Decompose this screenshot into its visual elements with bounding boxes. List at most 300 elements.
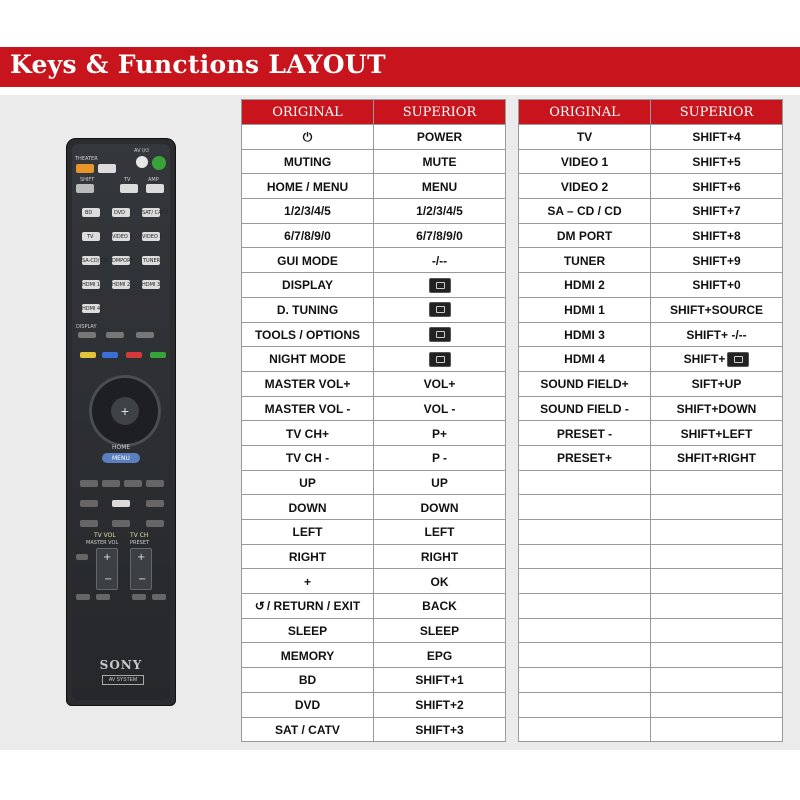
cell-text: VOL - xyxy=(423,401,456,416)
table-body-right xyxy=(519,125,783,742)
table-row xyxy=(519,297,783,322)
wide-button xyxy=(96,594,110,600)
table-row xyxy=(242,371,506,396)
cell-original xyxy=(519,668,651,693)
cell-text: SHIFT+4 xyxy=(692,130,741,145)
table-row xyxy=(242,297,506,322)
sacd-button: SA-CD/ CD xyxy=(82,258,109,264)
muting-button xyxy=(76,554,88,560)
cell-text: SHIFT+5 xyxy=(692,154,741,169)
cell-original xyxy=(242,199,374,224)
table-row xyxy=(519,495,783,520)
cell-text: BD xyxy=(298,673,317,688)
tv-button xyxy=(120,184,138,193)
cell-text: SLEEP xyxy=(419,624,460,638)
remote-label-av: AV I/⏻ xyxy=(134,148,150,154)
remote-label-theater: THEATER xyxy=(75,156,98,162)
remote-label-home: HOME xyxy=(112,444,131,451)
cell-superior xyxy=(651,199,783,224)
rew-button xyxy=(102,480,120,487)
cell-original xyxy=(242,692,374,717)
tuning-minus-button xyxy=(80,500,98,507)
cell-text: GUI MODE xyxy=(277,253,338,268)
cell-text: LEFT xyxy=(292,525,323,540)
cell-superior xyxy=(374,618,506,643)
cell-original xyxy=(242,174,374,199)
cell-original xyxy=(242,643,374,668)
sound-field-button xyxy=(136,332,154,338)
cell-superior xyxy=(651,396,783,421)
table-row xyxy=(242,643,506,668)
blue-button xyxy=(102,352,118,358)
cell-original xyxy=(242,445,374,470)
channel-rocker: + − xyxy=(130,548,152,590)
cell-original xyxy=(242,520,374,545)
cell-original xyxy=(242,717,374,742)
remote-label-mastervol: MASTER VOL xyxy=(86,540,119,546)
remote-control-image xyxy=(66,138,176,706)
cell-original xyxy=(242,421,374,446)
cell-original xyxy=(519,643,651,668)
cell-superior xyxy=(651,248,783,273)
cell-superior xyxy=(374,421,506,446)
cell-text: SHIFT+1 xyxy=(415,673,464,688)
cell-text: EPG xyxy=(426,648,453,663)
cell-superior xyxy=(651,544,783,569)
cell-superior xyxy=(374,223,506,248)
cell-superior xyxy=(374,495,506,520)
remote-label-amp: AMP xyxy=(148,177,159,183)
cell-superior xyxy=(374,692,506,717)
dvd-button: DVD xyxy=(112,208,130,217)
remote-label-tv: TV xyxy=(124,177,131,183)
cell-text: DISPLAY xyxy=(282,278,333,293)
cell-text: SHIFT+2 xyxy=(415,698,464,713)
table-row xyxy=(242,322,506,347)
table-row xyxy=(519,199,783,224)
cell-text: TV xyxy=(576,130,593,145)
cell-text: OK xyxy=(430,574,449,589)
table-row xyxy=(242,594,506,619)
table-row xyxy=(242,569,506,594)
table-row xyxy=(242,445,506,470)
cell-superior xyxy=(651,421,783,446)
cell-text: RIGHT xyxy=(288,549,327,564)
screen-key-icon xyxy=(727,352,749,367)
cell-original xyxy=(242,371,374,396)
cell-superior xyxy=(651,618,783,643)
video2-button: VIDEO 2 xyxy=(142,234,163,240)
cell-superior xyxy=(374,149,506,174)
cell-text: SAT / CATV xyxy=(275,722,340,737)
cell-superior xyxy=(651,223,783,248)
tuner-button: TUNER xyxy=(143,258,161,264)
ff-button xyxy=(124,480,142,487)
cell-original xyxy=(242,618,374,643)
cell-superior xyxy=(374,125,506,150)
remote-label-tvch: TV CH xyxy=(130,532,149,539)
volume-rocker: + − xyxy=(96,548,118,590)
table-row xyxy=(242,125,506,150)
cell-superior xyxy=(651,495,783,520)
shift-button xyxy=(76,184,94,193)
cell-text: 1/2/3/4/5 xyxy=(284,204,331,219)
cell-text: SHIFT+8 xyxy=(692,229,741,243)
cell-superior xyxy=(374,594,506,619)
keys-table-left xyxy=(241,99,506,742)
cell-text: TV CH+ xyxy=(285,426,329,441)
page-title: Keys & Functions LAYOUT xyxy=(10,50,386,79)
cell-superior xyxy=(651,470,783,495)
table-row xyxy=(242,396,506,421)
cell-original xyxy=(242,668,374,693)
cell-text: SHFIT+RIGHT xyxy=(676,451,756,466)
hdmi4-button: HDMI 4 xyxy=(82,306,101,312)
cell-original xyxy=(242,594,374,619)
menu-button: MENU xyxy=(102,453,140,463)
cell-original xyxy=(242,569,374,594)
cell-text: SHIFT+3 xyxy=(415,722,464,737)
table-row xyxy=(519,371,783,396)
dpad-center: + xyxy=(111,397,139,425)
table-row xyxy=(242,174,506,199)
red-button xyxy=(126,352,142,358)
cell-original xyxy=(519,470,651,495)
dtuning-button xyxy=(106,332,124,338)
cell-text: SLEEP xyxy=(287,624,328,638)
cell-original xyxy=(519,199,651,224)
cell-text: -/-- xyxy=(431,253,448,268)
table-row xyxy=(242,520,506,545)
cell-superior xyxy=(651,692,783,717)
cell-superior xyxy=(651,297,783,322)
cell-original xyxy=(519,421,651,446)
table-row xyxy=(519,470,783,495)
table-row xyxy=(242,421,506,446)
cell-text: PRESET - xyxy=(556,426,613,441)
return-icon: ↺ xyxy=(254,599,265,614)
cell-text: MUTING xyxy=(283,154,332,169)
cell-text: SIFT+UP xyxy=(691,377,742,392)
table-row xyxy=(519,520,783,545)
cell-superior xyxy=(374,174,506,199)
table-row xyxy=(519,445,783,470)
cell-text: LEFT xyxy=(424,525,455,540)
cell-superior xyxy=(374,273,506,298)
cell-original xyxy=(519,297,651,322)
sony-logo: SONY xyxy=(99,658,143,672)
cell-text: MENU xyxy=(421,179,458,194)
table-row xyxy=(242,544,506,569)
cell-superior xyxy=(374,445,506,470)
cell-superior xyxy=(651,371,783,396)
cell-original xyxy=(519,717,651,742)
cell-text: HDMI 1 xyxy=(564,303,605,318)
table-row xyxy=(242,149,506,174)
table-row xyxy=(519,421,783,446)
cell-superior xyxy=(374,322,506,347)
cell-superior xyxy=(374,470,506,495)
cell-text: + xyxy=(303,574,311,589)
cell-superior xyxy=(374,248,506,273)
display-button xyxy=(78,332,96,338)
cell-text: VIDEO 1 xyxy=(560,154,609,169)
table-row xyxy=(519,643,783,668)
table-row xyxy=(519,248,783,273)
cell-text: HDMI 3 xyxy=(564,327,605,342)
cell-superior xyxy=(374,643,506,668)
table-row xyxy=(242,199,506,224)
cell-text: SHIFT+SOURCE xyxy=(669,303,763,318)
screen-key-icon xyxy=(429,352,451,367)
amp-button xyxy=(146,184,164,193)
cell-superior xyxy=(374,569,506,594)
cell-original xyxy=(242,125,374,150)
cell-text: SOUND FIELD+ xyxy=(540,377,629,392)
cell-superior xyxy=(374,544,506,569)
cell-original xyxy=(519,322,651,347)
table-row xyxy=(242,692,506,717)
table-row xyxy=(519,544,783,569)
table-row xyxy=(519,273,783,298)
cell-text: SHIFT+6 xyxy=(692,179,741,194)
cell-text: SOUND FIELD - xyxy=(540,401,629,416)
cell-original xyxy=(519,125,651,150)
cell-original xyxy=(519,371,651,396)
cell-text: MEMORY xyxy=(280,648,335,663)
av-power-button xyxy=(136,156,148,168)
bd-button: BD xyxy=(82,208,100,217)
hdmi3-button: HDMI 3 xyxy=(142,282,161,288)
cell-superior xyxy=(374,199,506,224)
cell-text: DOWN xyxy=(288,500,327,515)
cell-text: MUTE xyxy=(422,154,457,169)
remote-label-preset: PRESET xyxy=(130,540,150,546)
cell-superior xyxy=(374,717,506,742)
yellow-button xyxy=(80,352,96,358)
table-row xyxy=(242,470,506,495)
cell-superior xyxy=(651,174,783,199)
av-system-label: AV SYSTEM xyxy=(102,675,144,685)
cell-original xyxy=(519,594,651,619)
table-row xyxy=(242,248,506,273)
cell-text: 6/7/8/9/0 xyxy=(416,229,463,243)
cell-text: UP xyxy=(431,475,448,490)
remote-button xyxy=(98,164,116,173)
cell-superior xyxy=(374,371,506,396)
theater-button xyxy=(76,164,94,173)
tuning-plus-button xyxy=(146,500,164,507)
table-row xyxy=(242,347,506,372)
play-button xyxy=(112,500,130,507)
stereo-button xyxy=(146,520,164,527)
cell-text: / RETURN / EXIT xyxy=(266,599,361,614)
cell-superior xyxy=(374,297,506,322)
column-header-superior: SUPERIOR xyxy=(651,100,783,125)
cell-original xyxy=(519,347,651,372)
cell-original xyxy=(242,544,374,569)
remote-label-display: DISPLAY xyxy=(76,324,97,330)
table-row xyxy=(242,495,506,520)
cell-original xyxy=(242,396,374,421)
cell-text: NIGHT MODE xyxy=(269,352,346,367)
cell-superior xyxy=(651,643,783,668)
table-row xyxy=(519,223,783,248)
cell-text: DVD xyxy=(294,698,321,713)
cell-text: SHIFT+ xyxy=(683,352,726,367)
table-row xyxy=(519,396,783,421)
next-button xyxy=(146,480,164,487)
video1-button: VIDEO 1 xyxy=(112,234,133,240)
cell-text: VIDEO 2 xyxy=(560,179,609,194)
cell-original xyxy=(242,248,374,273)
cell-superior xyxy=(651,273,783,298)
cell-superior xyxy=(651,347,783,372)
cell-superior xyxy=(651,569,783,594)
table-row xyxy=(242,668,506,693)
column-header-original: ORIGINAL xyxy=(242,100,374,125)
dpad xyxy=(89,375,161,447)
table-row xyxy=(242,223,506,248)
cell-superior xyxy=(651,520,783,545)
column-header-original: ORIGINAL xyxy=(519,100,651,125)
cell-text: D. TUNING xyxy=(276,303,339,318)
cell-text: TV CH - xyxy=(285,451,330,466)
table-header-row xyxy=(519,100,783,125)
cell-superior xyxy=(374,520,506,545)
tv-input-small-button xyxy=(76,594,90,600)
cell-superior xyxy=(374,668,506,693)
hdmi2-button: HDMI 2 xyxy=(112,282,131,288)
cell-original xyxy=(519,618,651,643)
table-row xyxy=(519,174,783,199)
cell-superior xyxy=(651,149,783,174)
cell-text: DM PORT xyxy=(556,229,613,243)
tv-input-button: TV xyxy=(82,232,100,241)
f1-button xyxy=(132,594,146,600)
cell-text: VOL+ xyxy=(423,377,456,392)
cell-text: SHIFT+DOWN xyxy=(676,401,757,416)
cell-superior xyxy=(651,594,783,619)
cell-superior xyxy=(651,445,783,470)
disc-skip-button xyxy=(80,520,98,527)
cell-original xyxy=(242,347,374,372)
cell-text: HDMI 2 xyxy=(564,278,605,293)
power-button xyxy=(152,156,166,170)
cell-text: SHIFT+7 xyxy=(692,204,741,219)
table-row xyxy=(519,668,783,693)
cell-text: P+ xyxy=(431,426,447,441)
cell-text: HOME / MENU xyxy=(266,179,349,194)
cell-text: MASTER VOL+ xyxy=(264,377,351,392)
screen-key-icon xyxy=(429,278,451,293)
cell-original xyxy=(519,248,651,273)
table-row xyxy=(519,594,783,619)
column-header-superior: SUPERIOR xyxy=(374,100,506,125)
cell-text: UP xyxy=(299,475,316,490)
cell-text: ⏻ xyxy=(302,129,313,144)
table-body-left xyxy=(242,125,506,742)
cell-text: TUNER xyxy=(563,253,606,268)
cell-original xyxy=(519,223,651,248)
cell-superior xyxy=(651,717,783,742)
remote-label-tvvol: TV VOL xyxy=(94,532,116,539)
cell-original xyxy=(519,692,651,717)
table-row xyxy=(519,692,783,717)
cell-superior xyxy=(374,347,506,372)
cell-original xyxy=(519,149,651,174)
cell-original xyxy=(242,223,374,248)
cell-original xyxy=(519,445,651,470)
table-row xyxy=(519,149,783,174)
prev-button xyxy=(80,480,98,487)
cell-original xyxy=(519,174,651,199)
cell-original xyxy=(519,544,651,569)
cell-original xyxy=(519,495,651,520)
cell-text: RIGHT xyxy=(420,549,459,564)
cell-text: SHIFT+LEFT xyxy=(680,426,753,441)
cell-text: 6/7/8/9/0 xyxy=(284,229,331,243)
remote-label-shift: SHIFT xyxy=(80,177,95,183)
screen-key-icon xyxy=(429,327,451,342)
cell-original xyxy=(242,149,374,174)
cell-original xyxy=(519,520,651,545)
cell-text: SHIFT+9 xyxy=(692,253,741,268)
cell-original xyxy=(242,273,374,298)
cell-original xyxy=(519,273,651,298)
cell-text: SHIFT+0 xyxy=(692,278,741,293)
cell-original xyxy=(242,470,374,495)
keys-table-right xyxy=(518,99,783,742)
green-button xyxy=(150,352,166,358)
table-row xyxy=(519,569,783,594)
cell-text: SHIFT+ -/-- xyxy=(686,327,747,342)
cell-text: PRESET+ xyxy=(556,451,613,466)
table-row xyxy=(519,717,783,742)
cell-original xyxy=(519,569,651,594)
pause-button xyxy=(112,520,130,527)
cell-text: P - xyxy=(431,451,448,466)
table-row xyxy=(519,322,783,347)
cell-original xyxy=(519,396,651,421)
cell-original xyxy=(242,495,374,520)
title-banner xyxy=(0,47,800,87)
cell-text: DOWN xyxy=(420,500,459,515)
cell-superior xyxy=(651,322,783,347)
cell-text: 1/2/3/4/5 xyxy=(416,204,463,219)
screen-key-icon xyxy=(429,302,451,317)
cell-superior xyxy=(651,668,783,693)
hdmi1-button: HDMI 1 xyxy=(82,282,101,288)
sleep-button xyxy=(152,594,166,600)
cell-text: SA – CD / CD xyxy=(547,204,622,219)
cell-superior xyxy=(651,125,783,150)
cell-original xyxy=(242,297,374,322)
sat-button: SAT/ CATV xyxy=(142,210,168,216)
cell-original xyxy=(242,322,374,347)
table-row xyxy=(242,273,506,298)
cell-text: TOOLS / OPTIONS xyxy=(254,327,361,342)
dmport-button: DMPORT xyxy=(112,258,134,264)
remote-face xyxy=(72,144,170,700)
table-row xyxy=(242,717,506,742)
table-header-row xyxy=(242,100,506,125)
cell-text: MASTER VOL - xyxy=(264,401,351,416)
cell-text: HDMI 4 xyxy=(564,352,605,367)
table-row xyxy=(242,618,506,643)
table-row xyxy=(519,347,783,372)
cell-text: POWER xyxy=(416,130,463,145)
